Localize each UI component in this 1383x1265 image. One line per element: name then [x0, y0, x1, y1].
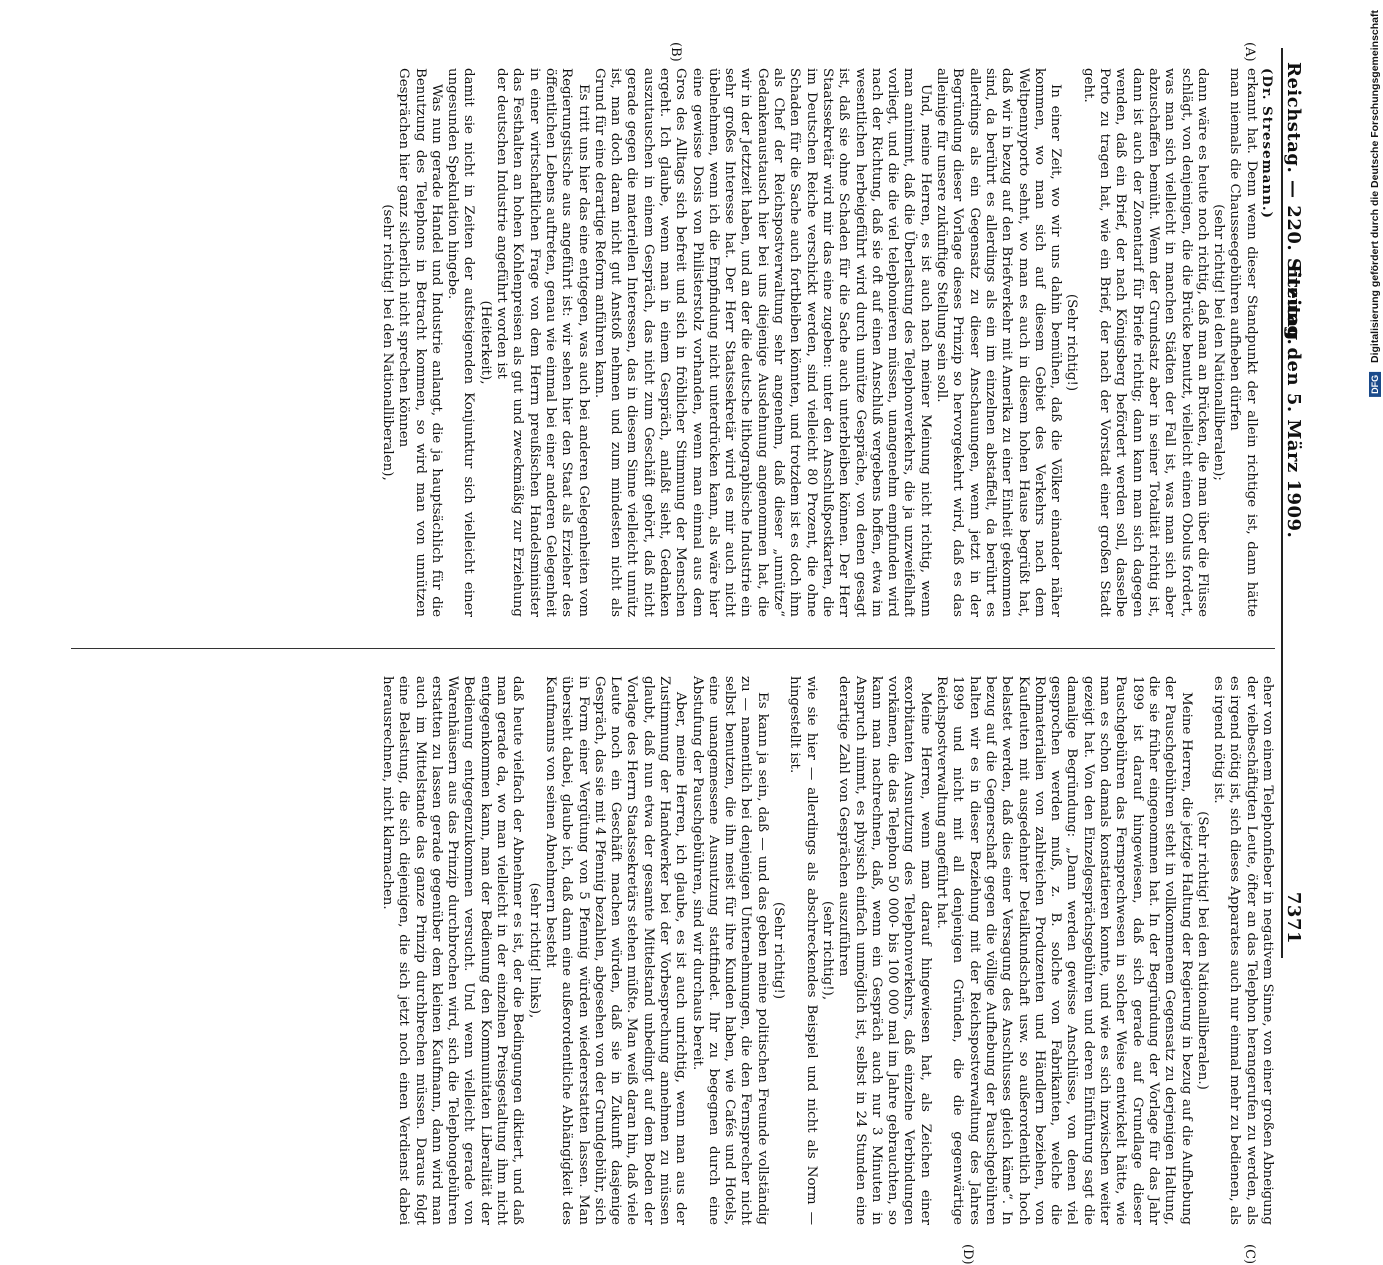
paragraph: damit sie nicht in Zeiten der aufsteigenden Konjunktur sich vielleicht einer ungesunden Spekulation hingebe.: [445, 68, 477, 617]
paragraph: Es kann ja sein, daß — und das geben meine politischen Freunde vollständig zu — namentlich bei denjenigen Unternehmungen, die den Fernsprecher nicht selbst benutzen, die ihn meist für ihre Kunden haben, wie Cafés und Hotels, eine unangemessene Ausnutzung stattfindet. Ihr zu begegnen durch eine Abstufung der Pauschgebühren, sind wir durchaus bereit.: [689, 676, 770, 1225]
digitization-sidenote: [1369, 10, 1381, 397]
header-date: Freitag den 5. März 1909.: [1283, 264, 1304, 539]
paragraph: In einer Zeit, wo wir uns dahin bemühen, daß die Völker einander näher kommen, wo man sich auf diesem Gebiet des Verkehrs nach dem Weltpennyporto sehnt, wo man es auch in diesem hohen Hause begrüßt hat, daß wir in bezug auf den Briefverkehr mit Amerika zu einer Einheit gekommen sind, da berührt es allerdings als ein im einzelnen abstaffelt, da berührt es allerdings als ein Gegensatz zu dieser Anschauungen, wenn jetzt in der Begründung dieser Vorlage dieses Prinzip so hervorgekehrt wird, daß es das alleinige für unsere zukünftige Stellung sein soll.: [934, 68, 1064, 617]
paragraph: dann wäre es heute noch richtig, daß man an Brücken, die man über die Flüsse schlägt, von denjenigen, die die Brücke benutzt, vielleicht einen Obolus fordert, was man sich vielleicht in manchen Städten der Fall ist, was man sich aber abzuschaffen bemüht. Wenn der Grundsatz aber in seiner Totalität richtig ist, dann ist auch der Zonentarif für Briefe richtig; dann kann man sich dagegen wenden, daß ein Brief, der nach Königsberg befördert werden soll, dasselbe Porto zu tragen hat, wie ein Brief, der nach der Vorstadt einer großen Stadt geht.: [1080, 68, 1210, 617]
interjection: (Sehr richtig!): [771, 901, 787, 1000]
page-number: 7371: [1283, 891, 1304, 944]
interjection: (Sehr richtig!): [1064, 293, 1080, 392]
digitization-credit: Digitalisierung gefördert durch die Deutsche Forschungsgemeinschaft: [1369, 10, 1381, 363]
interjection: (Sehr richtig! bei den Nationalliberalen.): [1194, 811, 1210, 1090]
margin-marker-b: (B): [668, 42, 683, 62]
rotated-document-page: [71, 42, 1311, 1265]
interjection: (sehr richtig!),: [819, 900, 835, 1001]
margin-marker-c: (C): [1242, 1244, 1257, 1265]
header-rule: [1281, 48, 1283, 958]
right-column: [71, 668, 1275, 1233]
header-session: Reichstag. — 220. Sitzung.: [1283, 62, 1304, 346]
interjection: (sehr richtig! links),: [526, 882, 542, 1019]
paragraph: Und, meine Herren, es ist auch nach meiner Meinung nicht richtig, wenn man annimmt, daß die Überlastung des Telephonverkehrs, die ja unzweifelhaft vorliegt, und die die viel telephonieren müssen, unangenehm empfunden wird nach der Richtung, daß sie oft auf einen Anschluß vergebens hoffen, etwa im wesentlichen herbeigeführt wird durch unnütze Gespräche, von denen gesagt ist, daß sie ohne Schaden für die Sache auch unterbleiben können. Der Herr Staatssekretär wird mir das eine zugeben: unter den Anschlußpostkarten, die im Deutschen Reiche verschickt werden, sind vielleicht 80 Prozent, die ohne Schaden für die Sache auch fortbleiben könnten, und trotzdem ist es doch ihm als Chef der Reichspostverwaltung sehr angenehm, daß dieser „unnütze“ Gedankenaustausch hier bei uns diejenige Ausdehnung angenommen hat, die wir in der Jetztzeit haben, und an der die deutsche lithographische Industrie ein sehr großes Interesse hat. Der Herr Staatssekretär wird es mir auch nicht übelnehmen, wenn ich die Empfindung nicht unterdrücken kann, als wäre hier eine gewisse Dosis von Philisterstolz vorhanden, wenn man einmal aus dem Gros des Alltags sich befreit und sich in fröhlicher Stimmung der Menschen ergeht. Ich glaube, wenn man in einem Gespräch, anlaßt sieht, Gedanken auszutauschen in einem Gespräch, das nicht zum Geschäft gehört, daß nicht gerade gegen die materiellen Interessen, das in diesem Sinne vielleicht unnütz ist, man doch daran nicht gut Anstoß nehmen und zum mindesten nicht als Grund für eine derartige Reform anführen kann.: [591, 68, 933, 617]
paragraph: Es tritt uns hier das eine entgegen, was auch bei anderen Gelegenheiten vom Regierungstische aus angeführt ist: wir sehen hier den Staat als Erzieher des öffentlichen Lebens auftreten, genau wie einmal bei einer anderen Gelegenheit in einer wirtschaftlichen Frage von dem Herrn preußischen Handelsminister das Festhalten an hohen Kohlenpreisen als gut und zweckmäßig zur Erziehung der deutschen Industrie angeführt worden ist: [494, 68, 591, 617]
interjection: (sehr richtig! bei den Nationalliberalen);: [1211, 204, 1227, 481]
paragraph: Aber, meine Herren, ich glaube, es ist auch unrichtig, wenn man aus der Zustimmung der Handwerker bei der Vorbesprechung annehmen zu müssen glaubt, daß nun etwa der gesamte Mittelstand unbedingt auf dem Boden der Vorlage des Herrn Staatssekretärs stehen müßte. Man weiß daran hin, daß viele Leute noch ein Geschäft machen würden, daß sie in Zukunft dasjenige Gespräch, das sie mit 4 Pfennig bezahlen, abgesehen von der Grundgebühr, sich in Form einer Vergütung von 5 Pfennig würden wiedererstatten lassen. Man übersieht dabei, glaube ich, daß dann eine außerordentliche Abhängigkeit des Kaufmanns von seinen Abnehmern besteht: [542, 676, 689, 1225]
paragraph: erkannt hat. Denn wenn dieser Standpunkt der allein richtige ist, dann hätte man niemals die Chausseegebühren aufheben dürfen: [1227, 68, 1259, 617]
margin-marker-a: (A): [1242, 42, 1257, 62]
text-columns: [71, 42, 1275, 1265]
paragraph: eher von einem Telephonfieber in negativem Sinne, von einer großen Abneigung der vielbeschäftigten Leute, öfter an das Telephon herangerufen zu werden, als es irgend nötig ist, sich dieses Apparates auch nur einmal mehr zu bedienen, als es irgend nötig ist.: [1211, 676, 1275, 1225]
dfg-logo: DFG: [1369, 372, 1381, 397]
paragraph: (Dr. Stresemann.): [1259, 68, 1275, 219]
left-column: [71, 60, 1275, 625]
header-date-and-page: [1283, 264, 1304, 944]
interjection: (Heiterkeit),: [477, 300, 493, 385]
paragraph: Was nun gerade Handel und Industrie anlangt, die ja hauptsächlich für die Benutzung des Telephons in Betracht kommen, so wird man von unnützen Gesprächen hier ganz sicherlich nicht sprechen können: [396, 68, 444, 617]
interjection: (sehr richtig! bei den Nationalliberalen),: [379, 204, 395, 481]
margin-marker-d: (D): [960, 1244, 975, 1265]
column-divider: [71, 648, 1275, 649]
paragraph: Meine Herren, wenn man darauf hingewiesen hat, als Zeichen einer exorbitanten Ausnutzung des Telephonverkehrs, daß einzelne Verbindungen vorkämen, die das Telephon 50 000- bis 100 000 mal im Jahre gebrauchten, so kann man nachrechnen, daß, wenn ein Gespräch auch nur 3 Minuten in Anspruch nimmt, es physisch einfach unmöglich ist, selbst in 24 Stunden eine derartige Zahl von Gesprächen auszuführen: [836, 676, 933, 1225]
paragraph: Meine Herren, die jetzige Haltung der Regierung in bezug auf die Aufhebung der Pauschgebühren steht in vollkommenem Gegensatz zu derjenigen Haltung, die sie früher eingenommen hat. In der Begründung der Vorlage für das Jahr 1899 ist darauf hingewiesen, daß sich gerade auf Grundlage dieser Pauschgebühren das Fernsprechwesen in solcher Weise entwickelt hätte, wie man es schon damals konstatieren konnte, und wie es sich inzwischen weiter gezeigt hat. Von den Einzelgesprächsgebühren und deren Einführung sagt die damalige Begründung: „Dann werden gewisse Anschlüsse, von denen viel gesprochen werden muß, z. B. solche von Fabrikanten, welche die Rohmaterialien von zahlreichen Produzenten und Händlern beziehen, von Kaufleuten mit ausgedehnter Detailkundschaft usw. so außerordentlich hoch belastet werden, daß dies einer Versagung des Anschlusses gleich käme“. In bezug auf die Gegnerschaft gegen die völlige Aufhebung der Pauschgebühren halten wir es in dieser Beziehung mit der Reichspostverwaltung des Jahres 1899 und nicht mit all denjenigen Gründen, die die gegenwärtige Reichspostverwaltung angeführt hat.: [934, 676, 1194, 1225]
paragraph: daß heute vielfach der Abnehmer es ist, der die Bedingungen diktiert, und daß man gerade da, wo man vielleicht in der einzelnen Preisgestaltung ihm nicht entgegenkommen kann, man der Bedienung den Kommunitaten Liberalität der Bedienung entgegenzukommen versucht. Und wenn vielleicht gerade von Warenhäusern aus das Prinzip durchbrochen wird, sich die Telephongebühren erstatten zu lassen gerade gegenüber dem kleinen Kaufmann, dann wird man auch im Mittelstande das ganze Prinzip durchbrechen müssen. Daraus folgt eine Belastung, die sich diejenigen, die sich jetzt noch einen Verdienst dabei herausrechnen, nicht klarmachen.: [379, 676, 526, 1225]
paragraph: wie sie hier — allerdings als abschreckendes Beispiel und nicht als Norm — hingestellt ist.: [787, 676, 819, 1225]
